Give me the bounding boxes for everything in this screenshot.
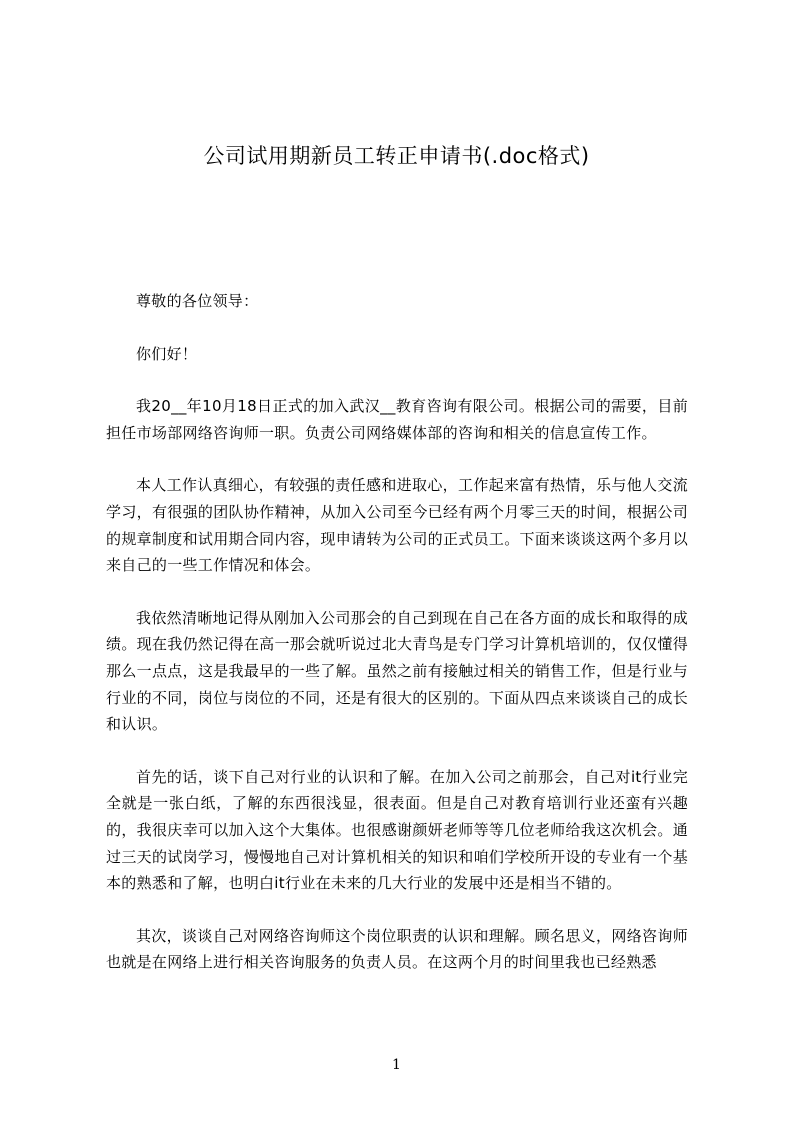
document-title: 公司试用期新员工转正申请书(.doc格式)	[203, 144, 590, 168]
greeting: 你们好！	[136, 344, 198, 363]
paragraph-growth: 我依然清晰地记得从刚加入公司那会的自己到现在自己在各方面的成长和取得的成绩。现在我仍然记得在高一那会就听说过北大青鸟是专门学习计算机培训的，仅仅懂得那么一点点，这是我最早的一些了解。虽然之前有接触过相关的销售工作，但是行业与行业的不同，岗位与岗位的不同，还是有很大的区别的。下面从四点来谈谈自己的成长和认识。	[106, 608, 688, 734]
paragraph-introduction: 我20__年10月18日正式的加入武汉__教育咨询有限公司。根据公司的需要，目前担任市场部网络咨询师一职。负责公司网络媒体部的咨询和相关的信息宣传工作。	[106, 397, 688, 442]
document-body	[106, 288, 688, 1002]
page-number: 1	[392, 1057, 401, 1073]
paragraph-role-understanding: 其次，谈谈自己对网络咨询师这个岗位职责的认识和理解。顾名思义，网络咨询师也就是在网络上进行相关咨询服务的负责人员。在这两个月的时间里我也已经熟悉	[106, 926, 688, 972]
paragraph-self-assessment: 本人工作认真细心，有较强的责任感和进取心，工作起来富有热情，乐与他人交流学习，有很强的团队协作精神，从加入公司至今已经有两个月零三天的时间，根据公司的规章制度和试用期合同内容，现申请转为公司的正式员工。下面来谈谈这两个多月以来自己的一些工作情况和体会。	[106, 476, 688, 575]
paragraph-industry-understanding: 首先的话，谈下自己对行业的认识和了解。在加入公司之前那会，自己对it行业完全就是一张白纸，了解的东西很浅显，很表面。但是自己对教育培训行业还蛮有兴趣的，我很庆幸可以加入这个大集体。也很感谢颜妍老师等等几位老师给我这次机会。通过三天的试岗学习，慢慢地自己对计算机相关的知识和咱们学校所开设的专业有一个基本的熟悉和了解，也明白it行业在未来的几大行业的发展中还是相当不错的。	[106, 767, 688, 893]
salutation: 尊敬的各位领导：	[136, 292, 259, 310]
